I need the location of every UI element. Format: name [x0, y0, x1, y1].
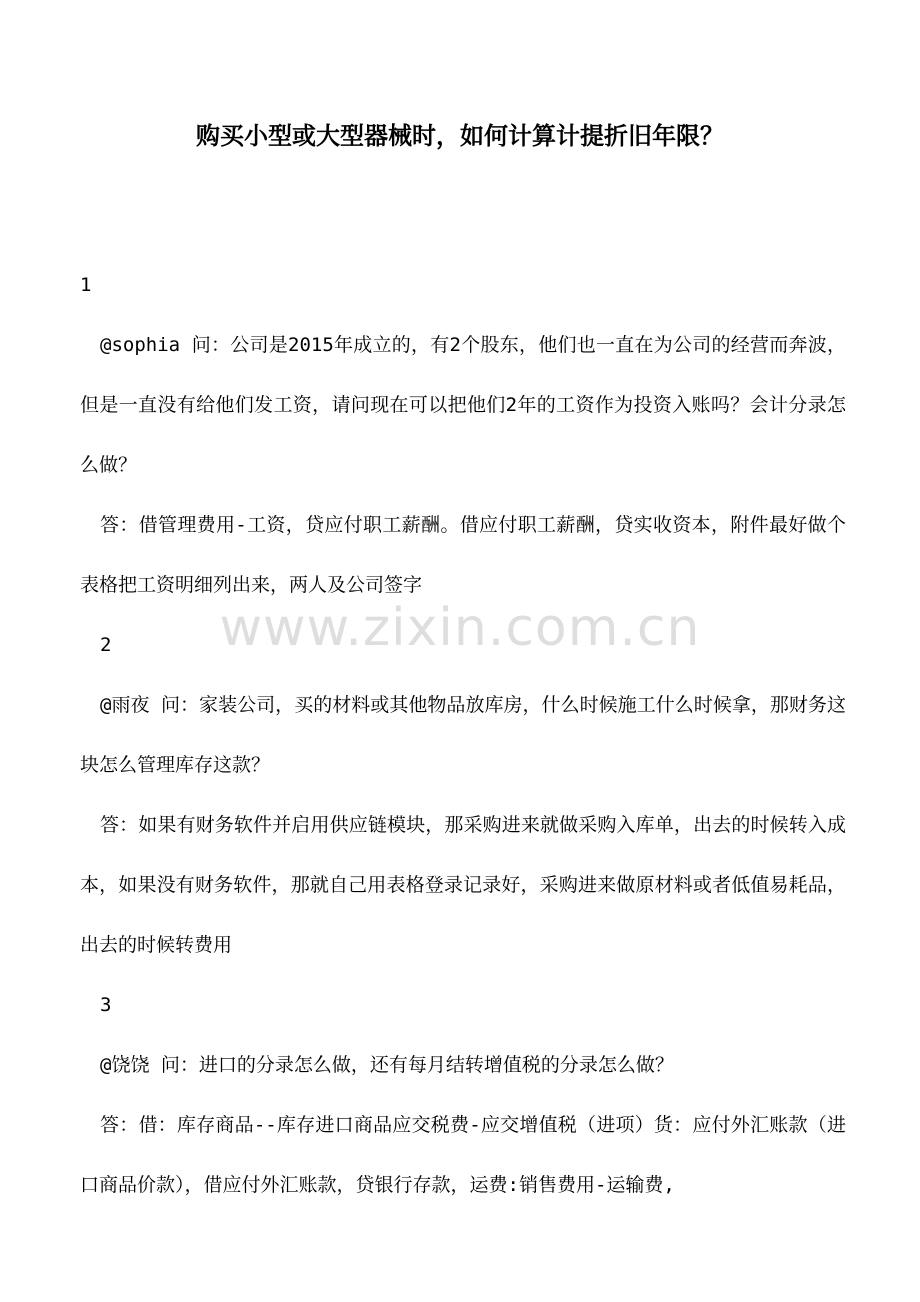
question-text: @饶饶 问：进口的分录怎么做，还有每月结转增值税的分录怎么做？ — [100, 1054, 674, 1076]
question-text: @雨夜 问：家装公司，买的材料或其他物品放库房，什么时候施工什么时候拿，那财务这块怎么管理库存这款？ — [80, 694, 846, 776]
answer-text: 答：借：库存商品--库存进口商品应交税费-应交增值税（进项）货：应付外汇账款（进口商品价款），借应付外汇账款，贷银行存款，运费:销售费用-运输费, — [80, 1114, 846, 1196]
answer-text: 答：如果有财务软件并启用供应链模块，那采购进来就做采购入库单，出去的时候转入成本，如果没有财务软件，那就自己用表格登录记录好，采购进来做原材料或者低值易耗品，出去的时候转费用 — [80, 814, 846, 956]
item-number: 3 — [100, 994, 112, 1016]
watermark: www.zixin.com.cn — [219, 598, 701, 658]
page-title: 购买小型或大型器械时，如何计算计提折旧年限？ — [196, 122, 724, 150]
answer-text: 答：借管理费用-工资，贷应付职工薪酬。借应付职工薪酬，贷实收资本，附件最好做个表格把工资明细列出来，两人及公司签字 — [80, 514, 846, 596]
item-number: 1 — [80, 274, 92, 296]
item-number: 2 — [100, 634, 112, 656]
qa-content — [80, 255, 846, 1215]
question-text: @sophia 问：公司是2015年成立的，有2个股东，他们也一直在为公司的经营而奔波，但是一直没有给他们发工资，请问现在可以把他们2年的工资作为投资入账吗？会计分录怎么做？ — [80, 334, 846, 476]
